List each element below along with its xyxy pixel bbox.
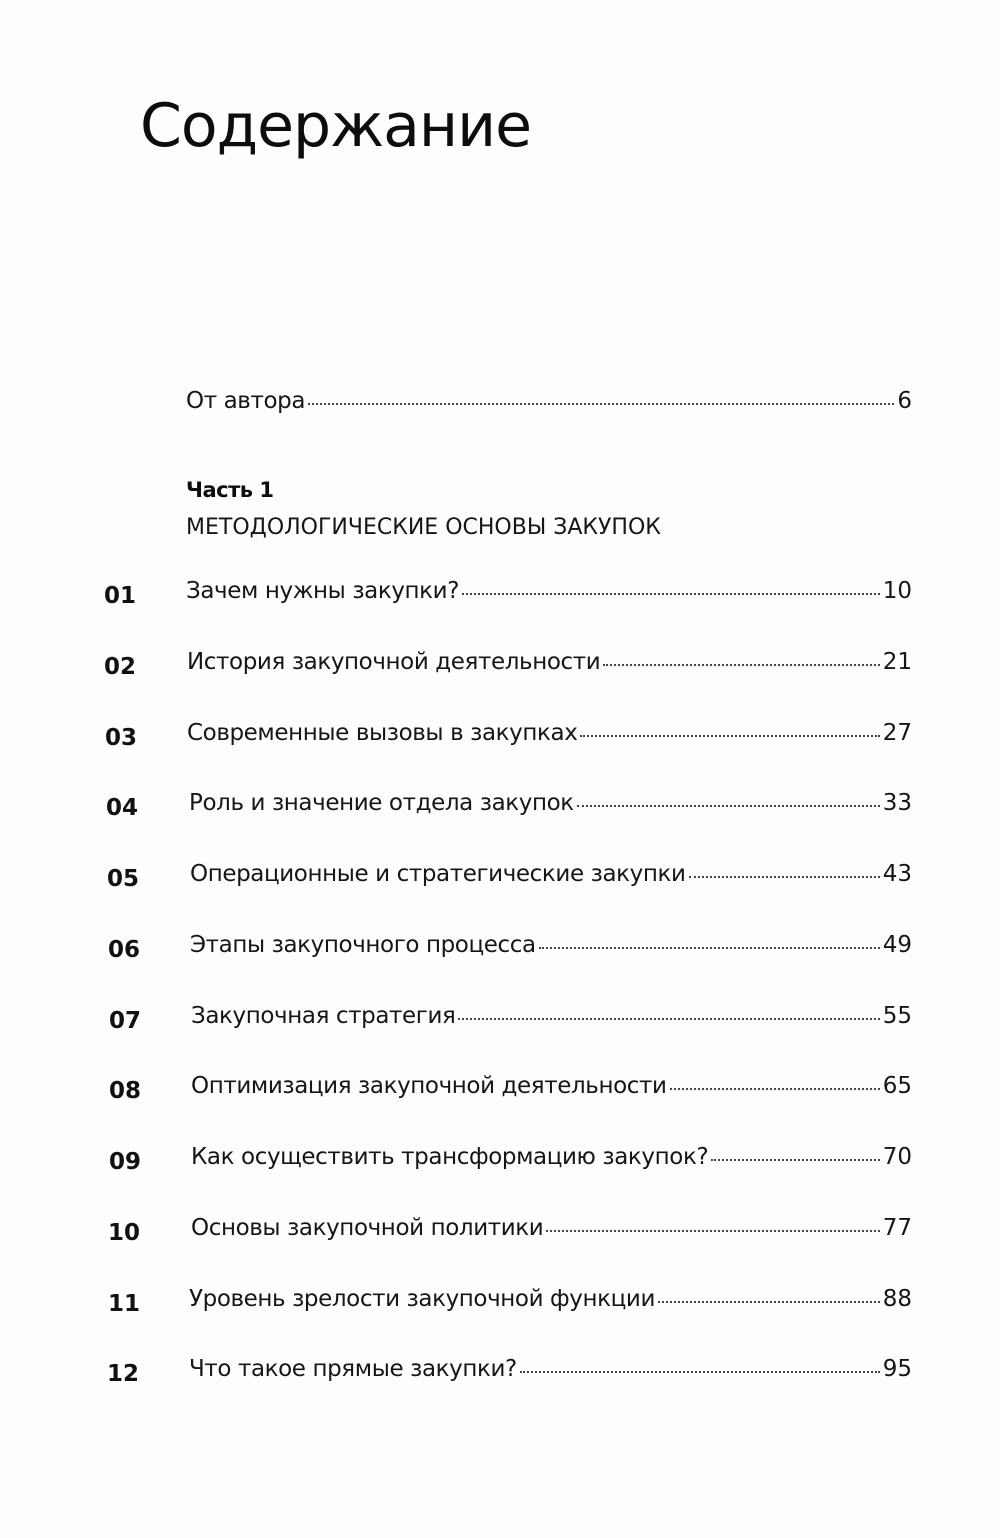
toc-entry-text: Как осуществить трансформацию закупок? — [191, 1144, 709, 1170]
dot-leader — [689, 876, 880, 878]
toc-entry-text: Зачем нужны закупки? — [186, 578, 460, 604]
chapter-number: 11 — [108, 1291, 141, 1317]
dot-leader — [458, 1018, 879, 1020]
toc-entry-page: 95 — [882, 1356, 912, 1382]
toc-entry-page: 6 — [897, 388, 912, 414]
chapter-number: 07 — [109, 1008, 142, 1034]
toc-entry-page: 33 — [882, 790, 912, 816]
toc-entry-chapter-05[interactable] — [190, 861, 912, 901]
toc-entry-page: 88 — [882, 1286, 912, 1312]
toc-entry-text: Что такое прямые закупки? — [189, 1356, 517, 1382]
toc-entry-page: 10 — [882, 578, 912, 604]
toc-entry-page: 70 — [882, 1144, 912, 1170]
dot-leader — [462, 593, 880, 595]
toc-entry-page: 49 — [882, 932, 912, 958]
toc-entry-chapter-12[interactable] — [189, 1356, 912, 1396]
chapter-number: 12 — [107, 1361, 140, 1387]
toc-entry-page: 21 — [882, 649, 912, 675]
chapter-number: 03 — [105, 725, 138, 751]
toc-entry-page: 77 — [882, 1215, 912, 1241]
toc-entry-text: Основы закупочной политики — [191, 1215, 544, 1241]
dot-leader — [711, 1159, 879, 1161]
toc-entry-text: История закупочной деятельности — [187, 649, 601, 675]
part-title: МЕТОДОЛОГИЧЕСКИЕ ОСНОВЫ ЗАКУПОК — [186, 515, 661, 540]
dot-leader — [603, 664, 879, 666]
toc-entry-page: 43 — [882, 861, 912, 887]
toc-entry-chapter-10[interactable] — [191, 1215, 912, 1255]
toc-entry-text: Уровень зрелости закупочной функции — [189, 1286, 656, 1312]
chapter-number: 09 — [109, 1149, 142, 1175]
toc-entry-page: 27 — [882, 720, 912, 746]
toc-entry-page: 65 — [882, 1073, 912, 1099]
toc-entry-intro[interactable] — [186, 388, 912, 428]
chapter-number: 06 — [108, 937, 141, 963]
toc-entry-text: Современные вызовы в закупках — [187, 720, 578, 746]
toc-entry-page: 55 — [882, 1003, 912, 1029]
dot-leader — [577, 805, 880, 807]
toc-entry-chapter-06[interactable] — [190, 932, 912, 972]
toc-entry-chapter-09[interactable] — [191, 1144, 912, 1184]
chapter-number: 08 — [109, 1078, 142, 1104]
chapter-number: 01 — [104, 583, 137, 609]
dot-leader — [308, 403, 894, 405]
toc-entry-chapter-11[interactable] — [189, 1286, 912, 1326]
toc-entry-chapter-08[interactable] — [191, 1073, 912, 1113]
toc-entry-chapter-03[interactable] — [187, 720, 912, 760]
toc-entry-chapter-07[interactable] — [191, 1003, 912, 1043]
toc-entry-text: Закупочная стратегия — [191, 1003, 456, 1029]
page-title: Содержание — [140, 91, 532, 161]
chapter-number: 10 — [108, 1220, 141, 1246]
dot-leader — [520, 1371, 880, 1373]
dot-leader — [670, 1088, 880, 1090]
toc-entry-chapter-02[interactable] — [187, 649, 912, 689]
toc-entry-text: От автора — [186, 388, 306, 414]
chapter-number: 02 — [104, 654, 137, 680]
chapter-number: 04 — [106, 795, 139, 821]
chapter-number: 05 — [107, 866, 140, 892]
toc-entry-text: Этапы закупочного процесса — [190, 932, 536, 958]
toc-entry-chapter-01[interactable] — [186, 578, 912, 618]
dot-leader — [580, 735, 879, 737]
dot-leader — [658, 1301, 880, 1303]
toc-entry-text: Роль и значение отдела закупок — [189, 790, 574, 816]
dot-leader — [539, 947, 880, 949]
toc-entry-text: Операционные и стратегические закупки — [190, 861, 686, 887]
toc-entry-text: Оптимизация закупочной деятельности — [191, 1073, 667, 1099]
toc-entry-chapter-04[interactable] — [189, 790, 912, 830]
dot-leader — [546, 1230, 879, 1232]
part-label: Часть 1 — [186, 478, 274, 502]
